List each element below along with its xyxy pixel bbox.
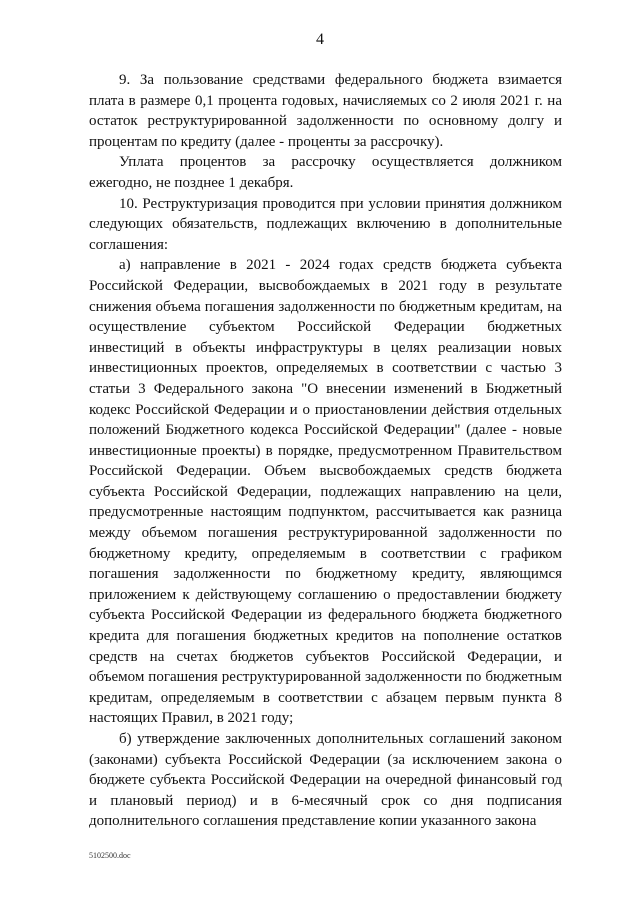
paragraph-10-b: б) утверждение заключенных дополнительных соглашений законом (законами) субъекта Российской Федерации (за исключением закона о бюджете субъекта Российской Федерации на очередной финансовый год и плановый период) и в 6-месячный срок со дня подписания дополнительного соглашения представление копии указанного закона [89, 731, 562, 830]
paragraph-10: 10. Реструктуризация проводится при условии принятия должником следующих обязательств, подлежащих включению в дополнительные соглашения: [89, 195, 562, 253]
page-number: 4 [316, 31, 324, 48]
document-file-code: 5102500.doc [89, 851, 131, 860]
paragraph-10-a: а) направление в 2021 - 2024 годах средств бюджета субъекта Российской Федерации, высвобождаемых в 2021 году в результате снижения объема погашения задолженности по бюджетным кредитам, на осуществление субъектом Российской Федерации бюджетных инвестиций в объекты инфраструктуры в целях реализации новых инвестиционных проектов, определяемых в соответствии с частью 3 статьи 3 Федерального закона "О внесении изменений в Бюджетный кодекс Российской Федерации и о приостановлении действия отдельных положений Бюджетного кодекса Российской Федерации" (далее - новые инвестиционные проекты) в порядке, предусмотренном Правительством Российской Федерации. Объем высвобождаемых средств бюджета субъекта Российской Федерации, подлежащих направлению на цели, предусмотренные настоящим подпунктом, рассчитывается как разница между объемом погашения реструктурированной задолженности по бюджетному кредиту, определяемым в соответствии с графиком погашения задолженности по бюджетному кредиту, являющимся приложением к действующему соглашению о предоставлении бюджету субъекта Российской Федерации из федерального бюджета бюджетного кредита для погашения бюджетных кредитов на пополнение остатков средств на счетах бюджетов субъектов Российской Федерации, и объемом погашения реструктурированной задолженности по бюджетным кредитам, определяемым в соответствии с абзацем первым пункта 8 настоящих Правил, в 2021 году; [89, 257, 562, 727]
document-body [89, 70, 562, 832]
paragraph-9: 9. За пользование средствами федерального бюджета взимается плата в размере 0,1 процента годовых, начисляемых со 2 июля 2021 г. на остаток реструктурированной задолженности по основному долгу и процентам по кредиту (далее - проценты за рассрочку). [89, 72, 562, 150]
paragraph-interest-payment: Уплата процентов за рассрочку осуществляется должником ежегодно, не позднее 1 декабря. [89, 154, 562, 191]
